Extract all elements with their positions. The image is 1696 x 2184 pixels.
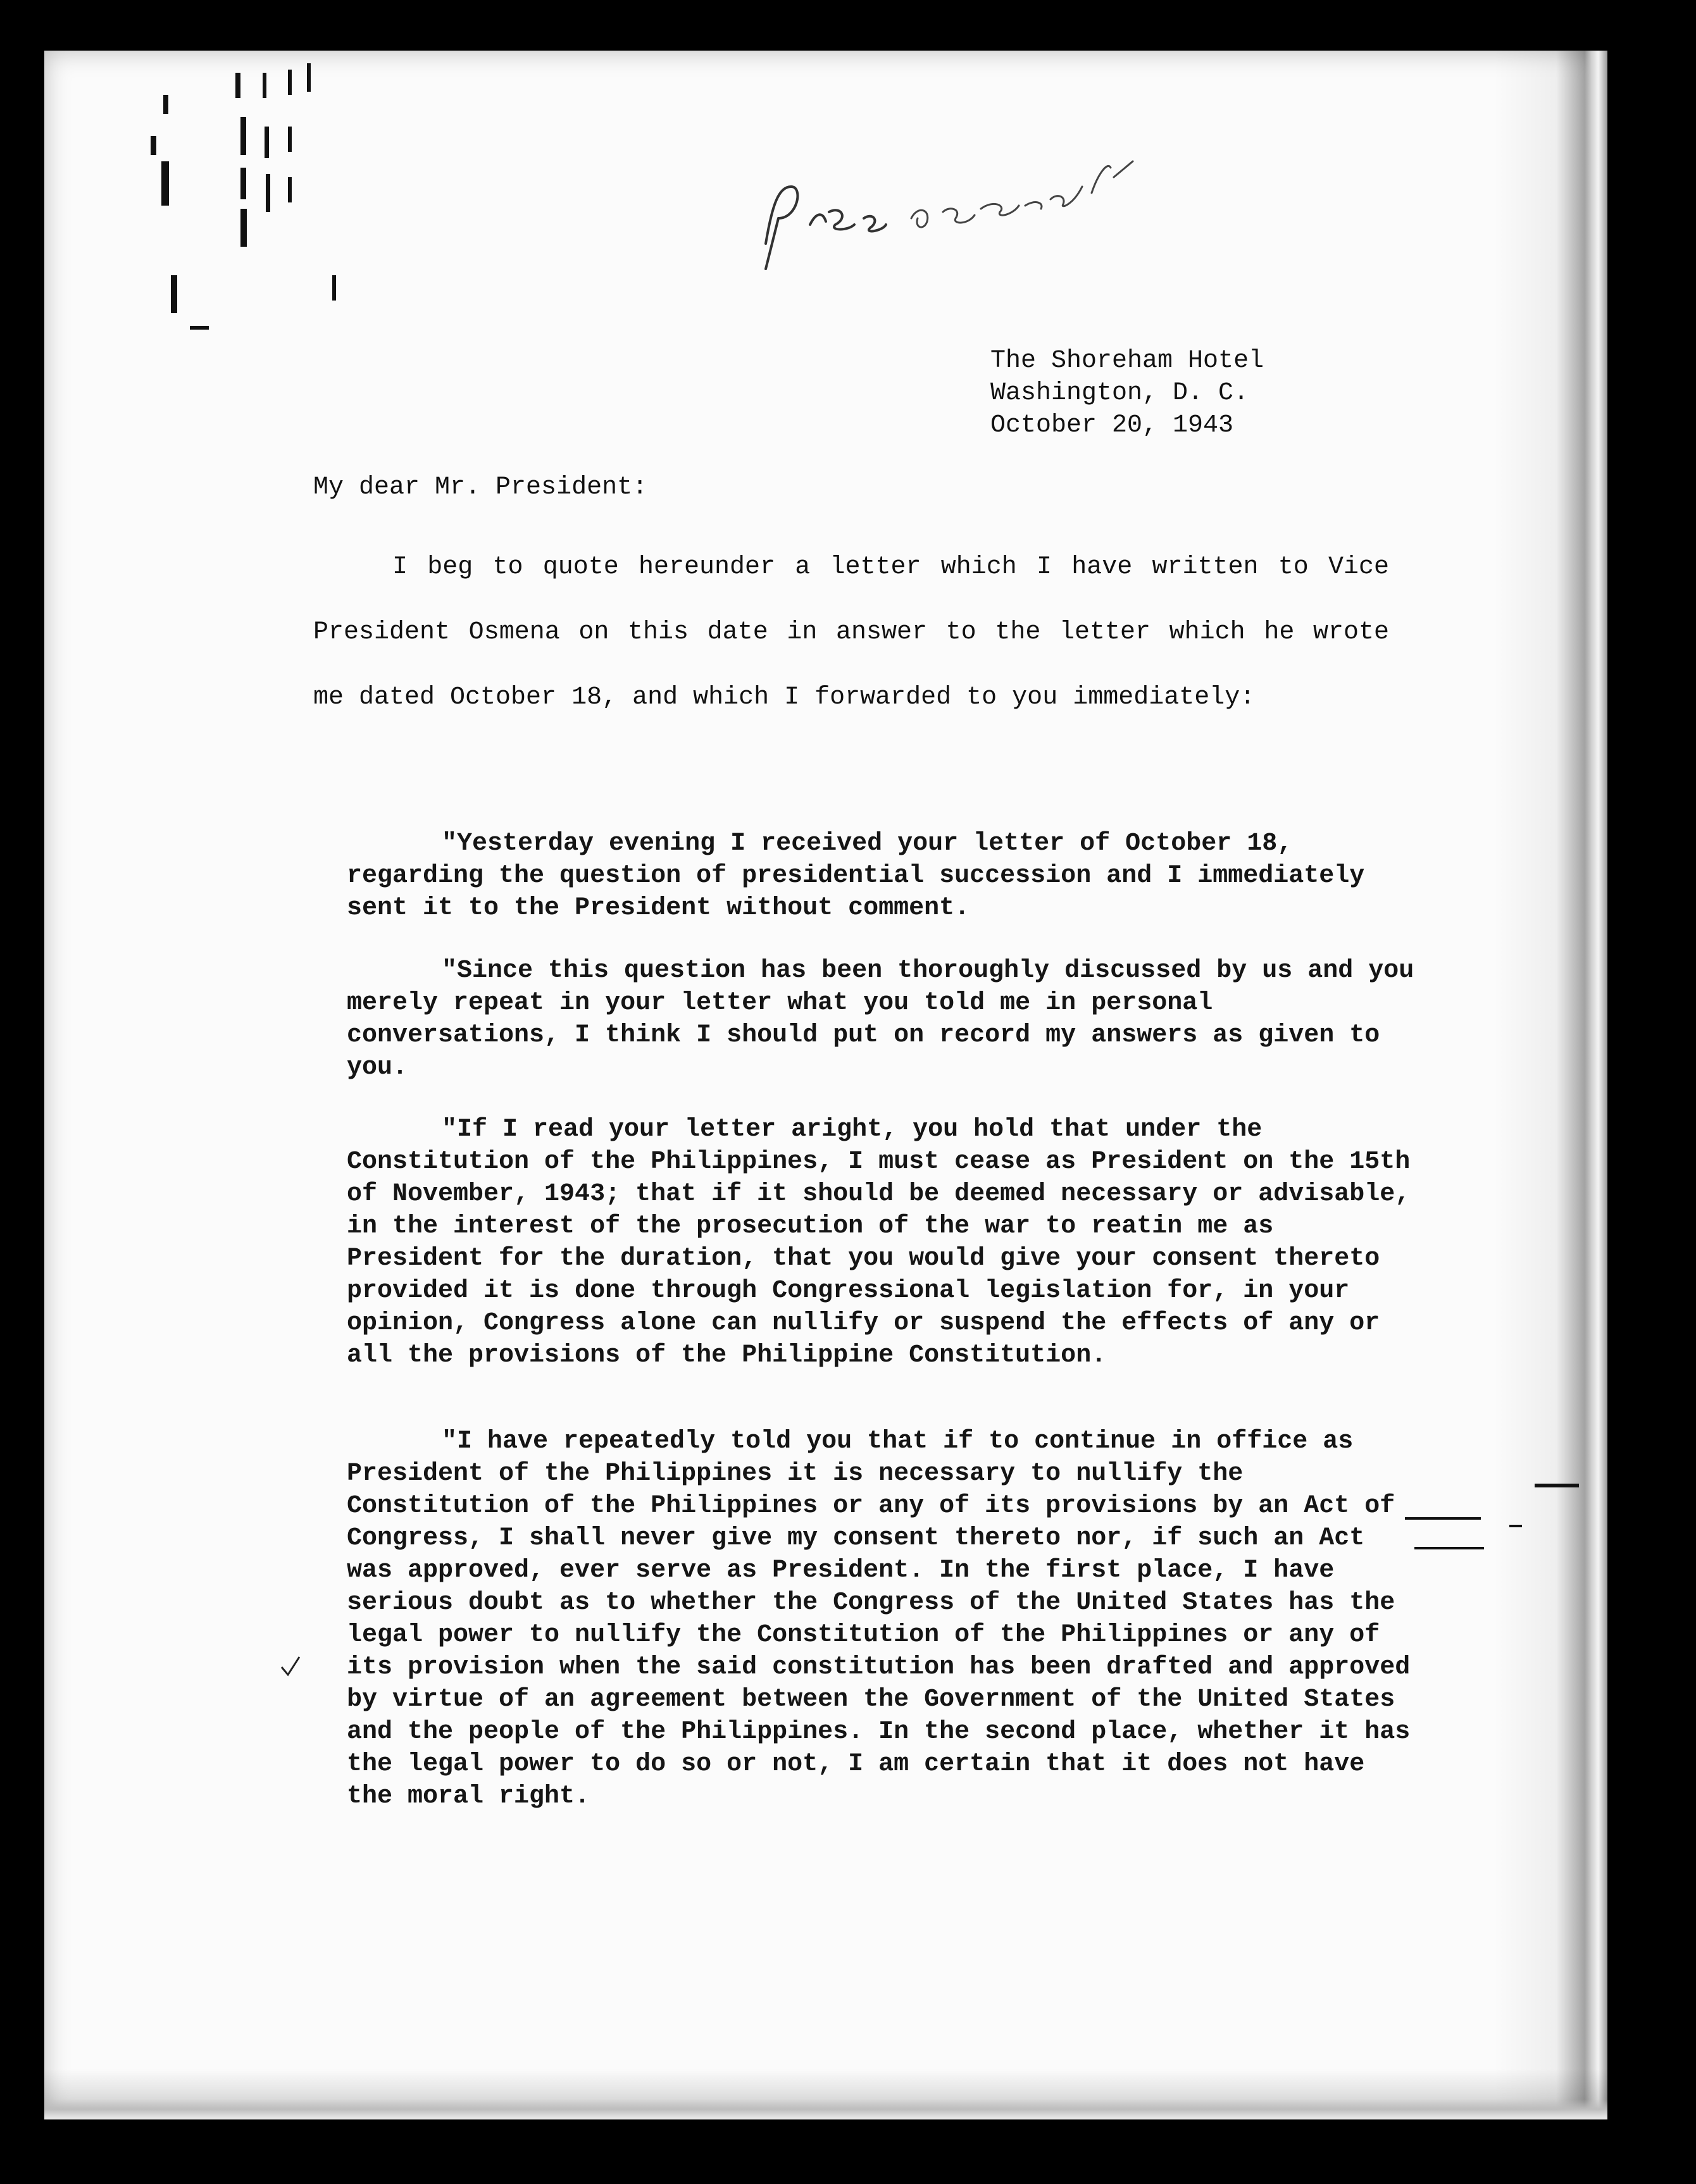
letter-date: October 20, 1943 <box>990 411 1234 440</box>
quoted-paragraph-3: "If I read your letter aright, you hold that under the Constitution of the Philippines, I must cease as President on the 15th of November, 1943; that if it should be deemed necessary or advisable, in the interest of the prosecution of the war to reatin me as President for the duration, that you would give your consent thereto provided it is done through Congressional legislation for, in your opinion, Congress alone can nullify or suspend the effects of any or all the provisions of the Philippine Constitution. <box>347 1115 1411 1370</box>
quoted-paragraph-4: "I have repeatedly told you that if to continue in office as President of the Philippines it is necessary to nullify the Constitution of the Philippines or any of its provisions by an Act of Congress, I shall never give my consent thereto nor, if such an Act was approved, ever serve as President. In the first place, I have serious doubt as to whether the Congress of the United States has the legal power to nullify the Constitution of the Philippines or any of its provision when the said constitution has been drafted and approved by virtue of an agreement between the Government of the United States and the people of the Philippines. In the second place, whether it has the legal power to do so or not, I am certain that it does not have the moral right. <box>347 1427 1411 1811</box>
address-line-hotel: The Shoreham Hotel <box>990 347 1264 375</box>
address-line-city: Washington, D. C. <box>990 379 1249 407</box>
page-bottom-shadow <box>44 2069 1607 2119</box>
page-edge-shadow <box>1493 51 1607 2119</box>
quoted-paragraph-1: "Yesterday evening I received your letter of October 18, regarding the question of presidential succession and I immediately sent it to the President without comment. <box>347 829 1365 922</box>
intro-paragraph: I beg to quote hereunder a letter which I have written to Vice President Osmena on this date in answer to the letter which he wrote me dated October 18, and which I forwarded to you immediately: <box>313 553 1389 712</box>
sender-address <box>990 345 1264 442</box>
handwritten-note <box>753 149 1164 275</box>
quoted-paragraph-2: "Since this question has been thoroughly discussed by us and you merely repeat in your letter what you told me in personal conversations, I think I should put on record my answers as given to you. <box>347 957 1414 1082</box>
salutation: My dear Mr. President: <box>313 473 648 502</box>
